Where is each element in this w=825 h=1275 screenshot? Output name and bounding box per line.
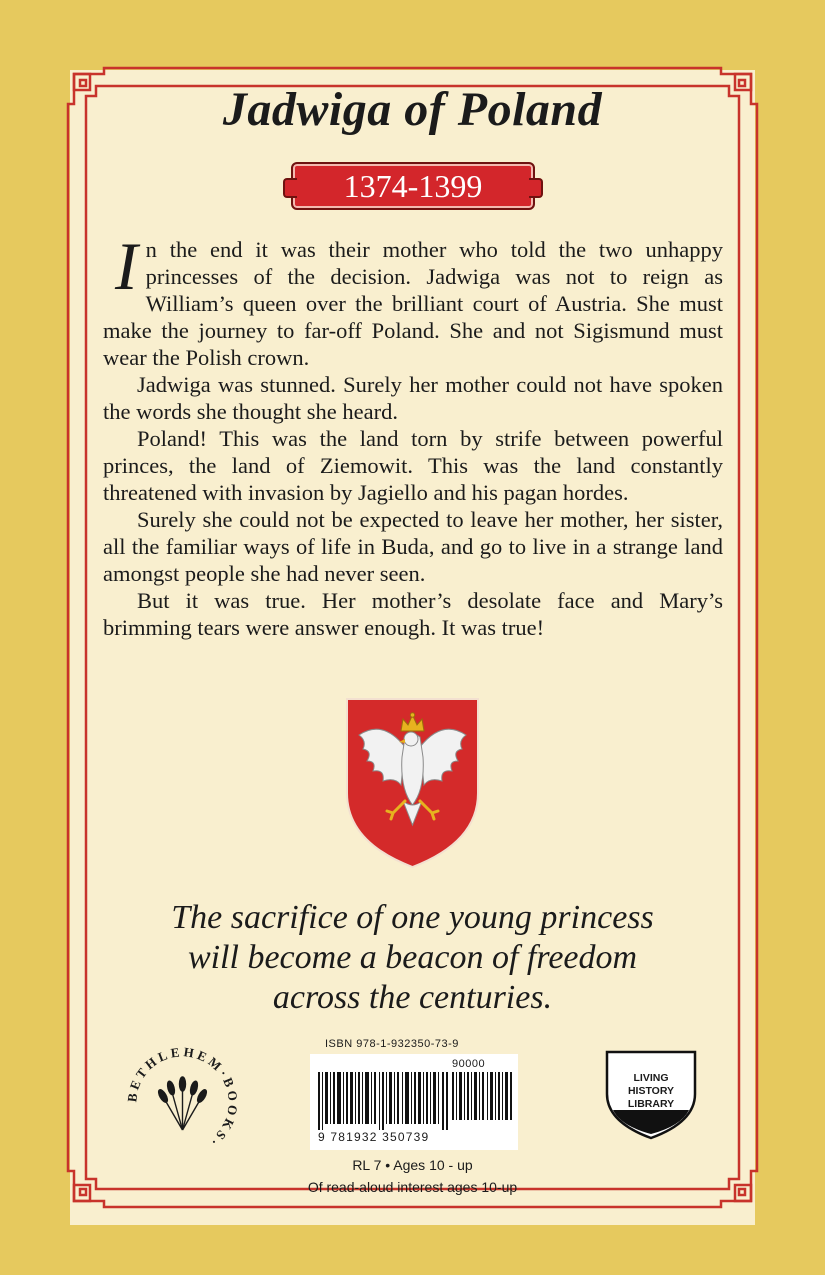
series-line: HISTORY xyxy=(627,1085,675,1097)
tagline-line: across the centuries. xyxy=(272,979,553,1016)
series-name xyxy=(605,1072,697,1111)
barcode-bars-icon xyxy=(318,1072,448,1130)
reign-dates-banner: 1374-1399 xyxy=(291,162,535,210)
publisher-ring-text: BETHLEHEM·BOOKS· xyxy=(124,1044,241,1152)
series-line: LIVING xyxy=(633,1072,669,1084)
reading-level: RL 7 • Ages 10 - up xyxy=(352,1157,473,1173)
blurb-paragraph-text: n the end it was their mother who told the two unhappy princesses of the decision. Jadwiga was not to reign as William’s queen over the brilliant court of Austria. She must make the journey to far-off Poland. She and not Sigismund must wear the Polish crown. xyxy=(103,237,723,370)
blurb-paragraph: Surely she could not be expected to leave her mother, her sister, all the familiar ways of life in Buda, and go to live in a strange land amongst people she had never seen. xyxy=(103,507,723,586)
tagline-line: The sacrifice of one young princess xyxy=(171,899,654,936)
drop-cap: I xyxy=(115,228,138,304)
bethlehem-books-logo xyxy=(120,1040,245,1165)
book-title: Jadwiga of Poland xyxy=(222,83,603,136)
polish-eagle-shield-icon xyxy=(345,697,480,869)
tagline xyxy=(0,898,825,1018)
blurb-paragraph: But it was true. Her mother’s desolate face and Mary’s brimming tears were answer enough. It was true! xyxy=(103,588,723,640)
price-code: 90000 xyxy=(452,1058,486,1070)
blurb-text xyxy=(103,228,723,641)
barcode-digits: 9 781932 350739 xyxy=(318,1130,430,1144)
blurb-paragraph xyxy=(103,228,723,371)
blurb-paragraph: Poland! This was the land torn by strife between powerful princes, the land of Ziemowit. This was the land constantly threatened with invasion by Jagiello and his pagan hordes. xyxy=(103,426,723,505)
series-line: LIBRARY xyxy=(627,1098,675,1110)
tagline-line: will become a beacon of freedom xyxy=(187,939,638,976)
isbn-label: ISBN 978-1-932350-73-9 xyxy=(325,1038,459,1050)
price-barcode-bars-icon xyxy=(452,1072,514,1120)
blurb-paragraph: Jadwiga was stunned. Surely her mother could not have spoken the words she thought she heard. xyxy=(103,372,723,424)
read-aloud-note: Of read-aloud interest ages 10-up xyxy=(307,1179,518,1195)
